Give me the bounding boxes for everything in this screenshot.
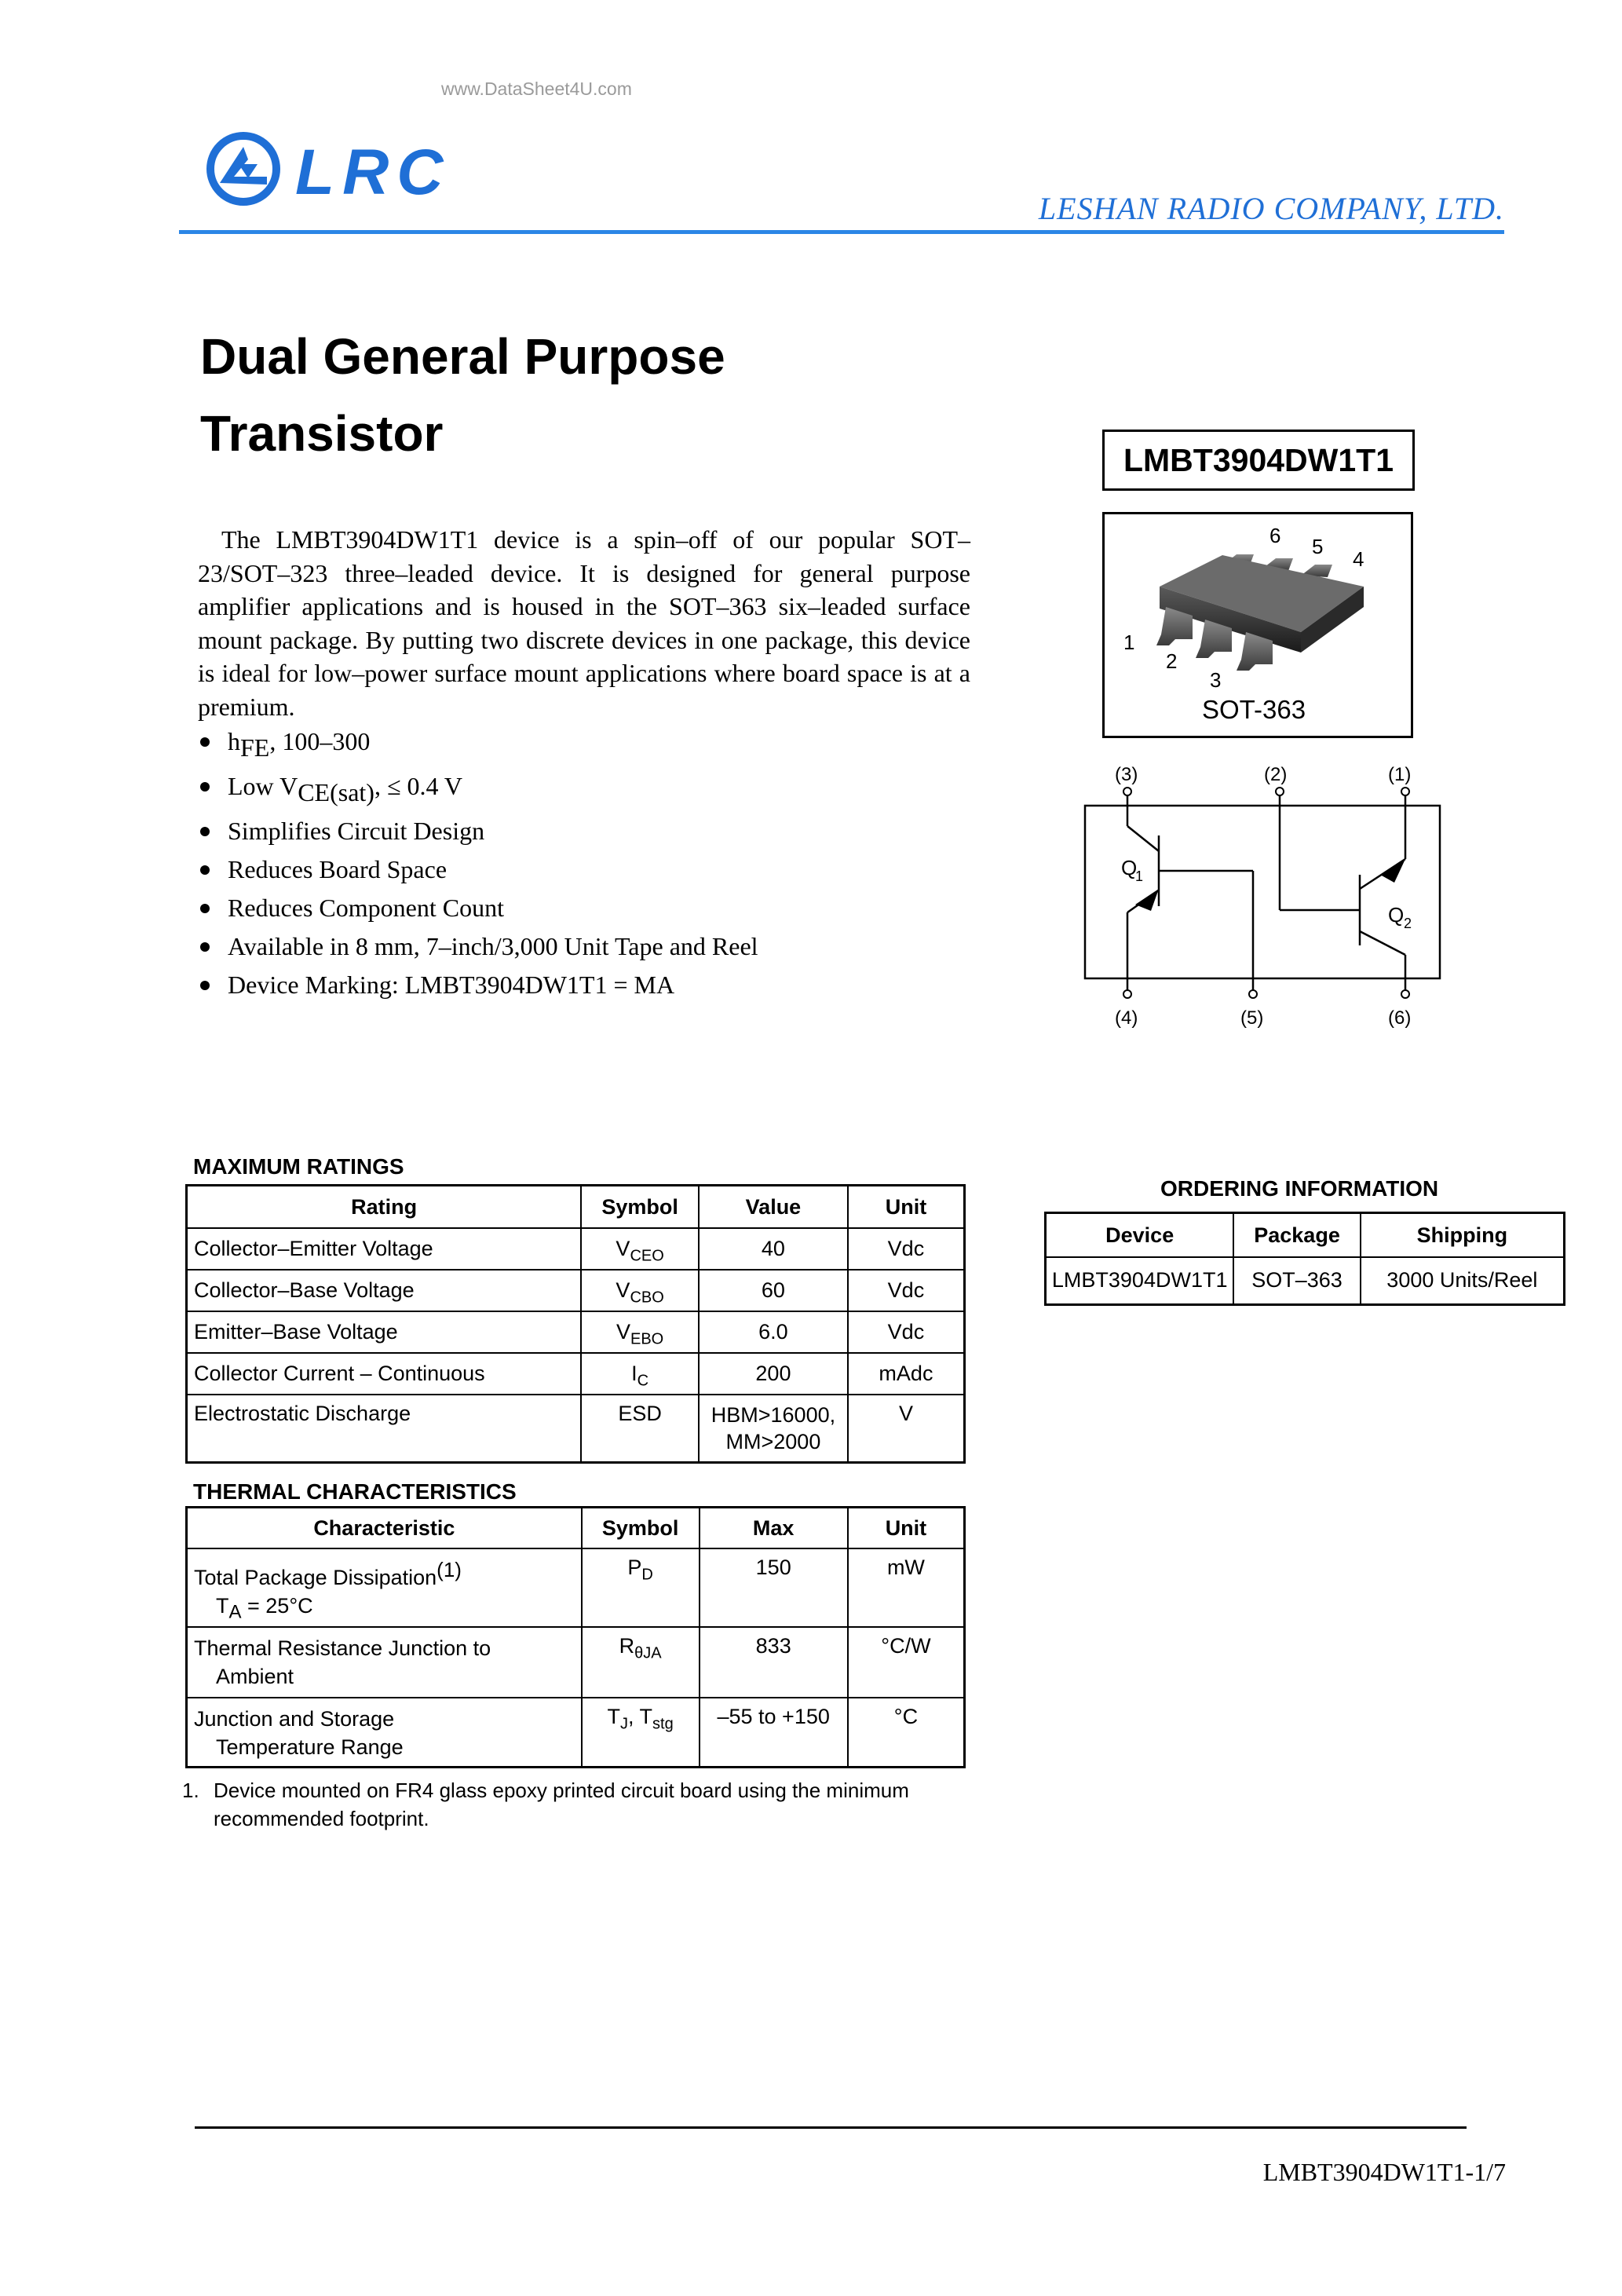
thermal-table (185, 1506, 966, 1768)
package-name: SOT-363 (1202, 695, 1306, 724)
pin-label: 2 (1166, 649, 1178, 673)
pin-label: (1) (1388, 764, 1412, 785)
pin-label: 1 (1123, 631, 1135, 654)
table-row: Collector–Base Voltage $V_{CBO}$ 60 Vdc (187, 1270, 965, 1311)
bullet-icon (200, 904, 210, 913)
part-number-box: LMBT3904DW1T1 (1102, 430, 1415, 491)
pin-label: 6 (1269, 524, 1281, 547)
table-row: Collector Current – Continuous $I_C$ 200 mAdc (187, 1353, 965, 1395)
sot363-package-illustration (1105, 514, 1411, 736)
bullet-icon (200, 865, 210, 875)
pin-label: 3 (1210, 668, 1222, 692)
page-number: LMBT3904DW1T1-1/7 (1262, 2158, 1506, 2186)
pin-label: (3) (1115, 764, 1138, 785)
table-row: Electrostatic Discharge ESD HBM>16000, MM>2000 V (187, 1395, 965, 1462)
svg-text:2: 2 (1404, 916, 1412, 931)
q2-label: Q (1388, 903, 1405, 927)
thermal-heading: THERMAL CHARACTERISTICS (193, 1479, 517, 1504)
list-item: Reduces Board Space (198, 850, 758, 889)
circuit-schematic (1083, 757, 1452, 1040)
bullet-icon (200, 942, 210, 952)
pin-label: (5) (1240, 1007, 1264, 1029)
bullet-icon (200, 782, 210, 792)
package-image-box (1102, 512, 1413, 738)
table-row: Emitter–Base Voltage $V_{EBO}$ 6.0 Vdc (187, 1311, 965, 1353)
footer-rule (195, 2126, 1467, 2129)
title-line-2: Transistor (200, 405, 444, 462)
list-item: Available in 8 mm, 7–inch/3,000 Unit Tape and Reel (198, 927, 758, 966)
pin-label: 4 (1353, 547, 1364, 571)
table-header-row: Rating Symbol Value Unit (187, 1186, 965, 1229)
title-line-1: Dual General Purpose (200, 328, 725, 385)
list-item: Reduces Component Count (198, 889, 758, 927)
ordering-heading: ORDERING INFORMATION (1160, 1176, 1439, 1201)
table-row: Collector–Emitter Voltage $V_{CEO}$ 40 Vdc (187, 1228, 965, 1270)
lrc-logo (203, 128, 485, 214)
page-title (200, 318, 725, 472)
intro-text: The LMBT3904DW1T1 device is a spin–off of our popular SOT–23/SOT–323 three–leaded device. It is designed for general purpose amplifier applications and is housed in the SOT–363 six–leaded surface mount package. By putting two discrete devices in one package, this device is ideal for low–power surface mount applications where board space is at a premium. (198, 525, 970, 721)
table-header-row: Characteristic Symbol Max Unit (187, 1508, 965, 1549)
pin-label: (4) (1115, 1007, 1138, 1029)
table-header-row: Device Package Shipping (1046, 1213, 1565, 1258)
logo-text: LRC (295, 137, 451, 208)
pin-label: 5 (1312, 535, 1324, 558)
bullet-icon (200, 981, 210, 990)
svg-text:1: 1 (1135, 868, 1144, 884)
bullet-icon (200, 737, 210, 747)
feature-list (198, 722, 758, 1004)
table-row: Thermal Resistance Junction to Ambient $R_{\theta JA}$ 833 °C/W (187, 1627, 965, 1698)
footnote: 1. Device mounted on FR4 glass epoxy printed circuit board using the minimum recommended footprint. (182, 1779, 909, 1830)
max-ratings-heading: MAXIMUM RATINGS (193, 1154, 404, 1179)
list-item: Low $V_{CE(sat)}$, ≤ 0.4 V (198, 767, 758, 812)
pin-label: (6) (1388, 1007, 1412, 1029)
pin-label: (2) (1264, 764, 1288, 785)
company-name: LESHAN RADIO COMPANY, LTD. (1038, 191, 1504, 226)
max-ratings-table (185, 1184, 966, 1464)
ordering-table (1044, 1212, 1565, 1306)
table-row: LMBT3904DW1T1 SOT–363 3000 Units/Reel (1046, 1257, 1565, 1304)
header-rule (179, 230, 1504, 234)
watermark: www.DataSheet4U.com (441, 79, 632, 99)
list-item: Simplifies Circuit Design (198, 812, 758, 850)
intro-paragraph (198, 523, 970, 723)
list-item: $h_{FE}$, 100–300 (198, 722, 758, 767)
table-row: Junction and Storage Temperature Range $T_J$, $T_{stg}$ –55 to +150 °C (187, 1698, 965, 1767)
table-row: Total Package Dissipation$^{(1)}$ $T_A = 25^\circ C$ $P_D$ 150 mW (187, 1548, 965, 1627)
bullet-icon (200, 827, 210, 836)
q1-label: Q (1121, 856, 1138, 879)
list-item: Device Marking: LMBT3904DW1T1 = MA (198, 966, 758, 1004)
